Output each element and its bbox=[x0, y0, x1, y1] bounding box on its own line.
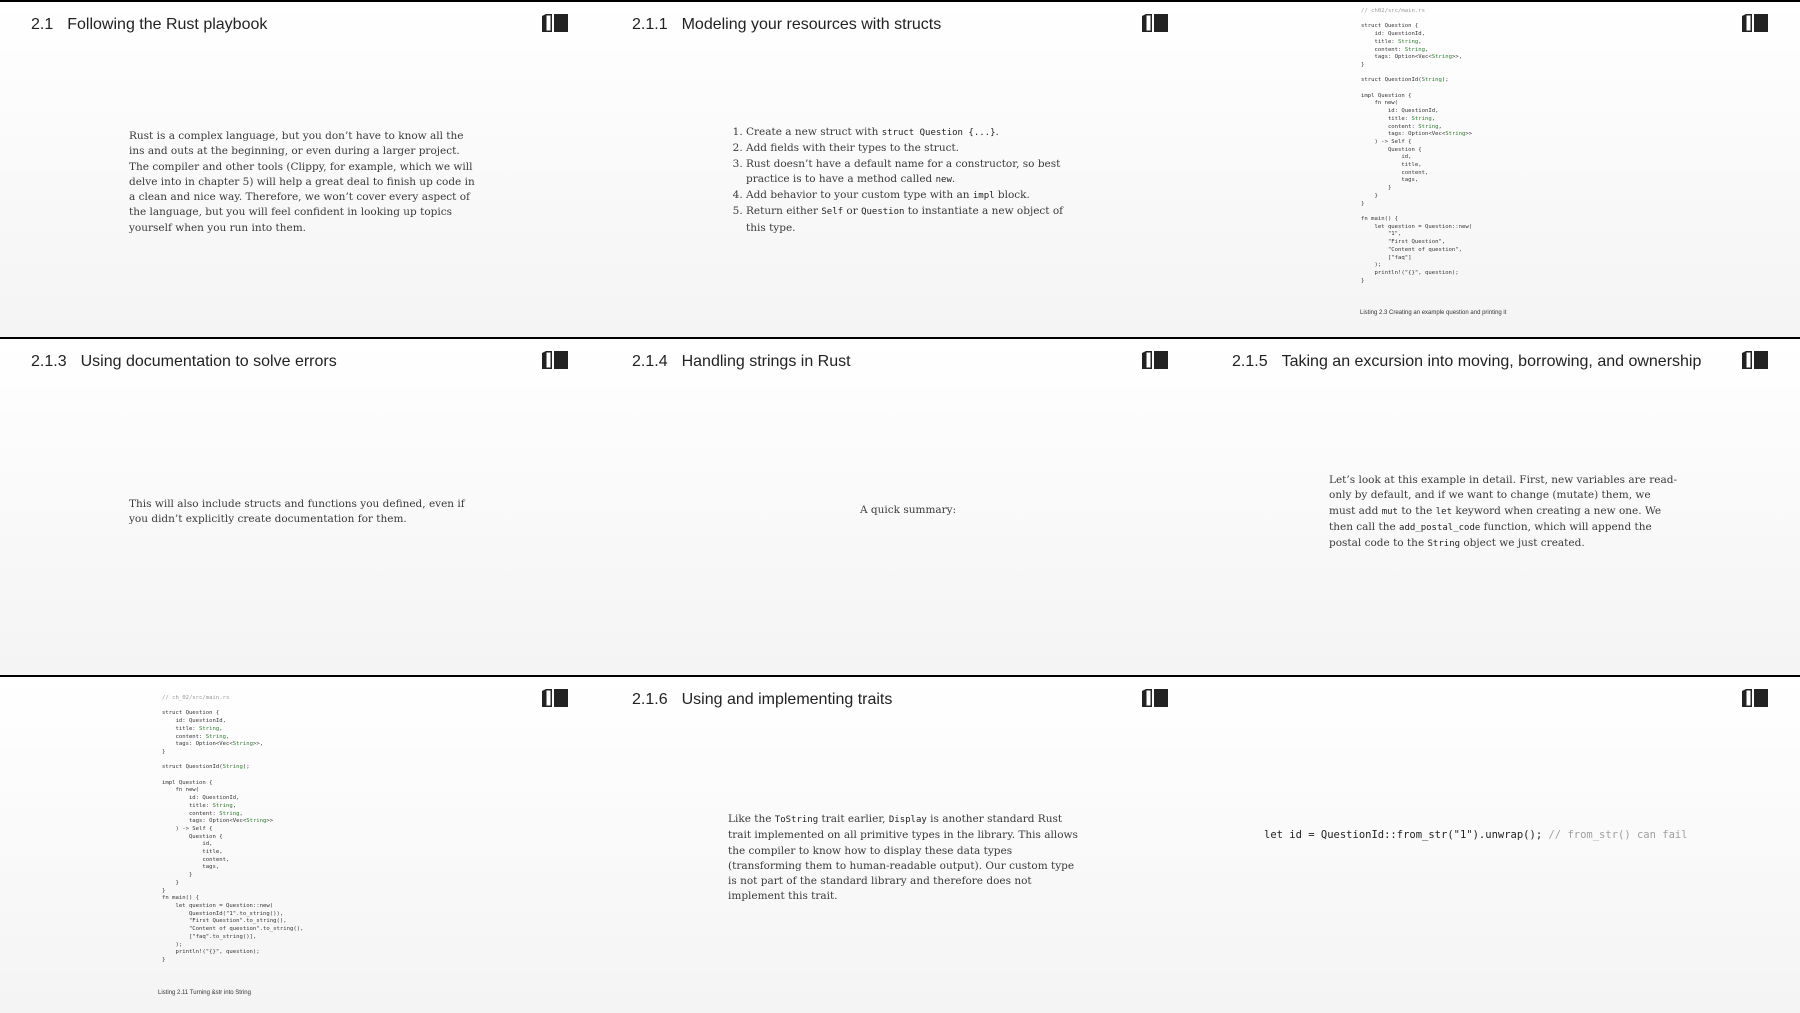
slide-2-1-4[interactable] bbox=[600, 339, 1200, 675]
listing-caption: Listing 2.11 Turning &str into String bbox=[158, 990, 251, 996]
summary-text: A quick summary: bbox=[860, 504, 957, 516]
list-item: 2. Add fields with their types to the struct. bbox=[746, 141, 1082, 156]
section-title: Modeling your resources with structs bbox=[681, 16, 942, 33]
code-listing: // ch02/src/main.rs struct Question { id: QuestionId, title: String, content: String, tags: Option<Vec<String>>, } struct QuestionId(String); impl Question { fn new( id: QuestionId, title: String, content: String, tags: Option<Vec<String>> ) -> Self { Question { id, title, content, tags, } } } fn main() { let question = Question::new( "1", "First Question", "Content of question", ["faq"] ); println!("{}", question); } bbox=[1361, 8, 1473, 284]
section-number: 2.1.4 bbox=[632, 353, 668, 370]
slide-listing-2-11[interactable] bbox=[0, 677, 600, 1013]
section-title: Using and implementing traits bbox=[681, 691, 893, 708]
slide-2-1-5[interactable] bbox=[1200, 339, 1800, 675]
slide-title bbox=[632, 691, 892, 709]
list-item: 1. Create a new struct with struct Question {...}. bbox=[746, 125, 1082, 141]
slide-title bbox=[31, 353, 337, 371]
slide-2-1[interactable] bbox=[0, 2, 600, 337]
section-number: 2.1.3 bbox=[31, 353, 67, 370]
slide-body-text: Let’s look at this example in detail. First, new variables are read-only by default, and if we want to change (mutate) them, we must add mut to the let keyword when creating a new one. We then call the add_postal_code function, which will append the postal code to the String object we just created. bbox=[1329, 474, 1677, 550]
list-item: 4. Add behavior to your custom type with an impl block. bbox=[746, 188, 1082, 204]
book-icon bbox=[1742, 14, 1768, 32]
section-number: 2.1.1 bbox=[632, 16, 668, 33]
section-number: 2.1.6 bbox=[632, 691, 668, 708]
slide-body-text: This will also include structs and functions you defined, even if you didn’t explicitly create documentation for them. bbox=[129, 498, 465, 526]
steps-list bbox=[732, 125, 1082, 236]
book-icon bbox=[1742, 689, 1768, 707]
section-title: Handling strings in Rust bbox=[681, 353, 851, 370]
section-title: Using documentation to solve errors bbox=[80, 353, 337, 370]
slide-title bbox=[632, 353, 851, 371]
slide-body-text: Like the ToString trait earlier, Display is another standard Rust trait implemented on all primitive types in the library. This allows the compiler to know how to display these data types (transforming them to human-readable output). Our custom type is not part of the standard library and therefore does not implement this trait. bbox=[728, 813, 1078, 903]
list-item: 3. Rust doesn’t have a default name for a constructor, so best practice is to have a method called new. bbox=[746, 157, 1082, 189]
slide-listing-2-3[interactable] bbox=[1200, 2, 1800, 337]
book-icon bbox=[542, 14, 568, 32]
book-icon bbox=[1142, 689, 1168, 707]
section-number: 2.1 bbox=[31, 16, 54, 33]
slide-2-1-6[interactable] bbox=[600, 677, 1200, 1013]
section-title: Taking an excursion into moving, borrowing, and ownership bbox=[1281, 353, 1702, 370]
slide-code-snippet[interactable] bbox=[1200, 677, 1800, 1013]
section-number: 2.1.5 bbox=[1232, 353, 1268, 370]
section-title: Following the Rust playbook bbox=[67, 16, 268, 33]
list-item: 5. Return either Self or Question to instantiate a new object of this type. bbox=[746, 204, 1082, 236]
slide-title bbox=[31, 16, 267, 34]
slide-title bbox=[632, 16, 941, 34]
book-icon bbox=[542, 351, 568, 369]
slide-2-1-3[interactable] bbox=[0, 339, 600, 675]
listing-caption: Listing 2.3 Creating an example question and printing it bbox=[1360, 310, 1507, 316]
book-icon bbox=[542, 689, 568, 707]
steps-list-container bbox=[732, 125, 1082, 236]
slide-2-1-1[interactable] bbox=[600, 2, 1200, 337]
slide-body-text: Rust is a complex language, but you don’t have to know all the ins and outs at the beginning, or even during a larger project. The compiler and other tools (Clippy, for example, which we will delve into in chapter 5) will help a great deal to finish up code in a clean and nice way. Therefore, we won’t cover every aspect of the language, but you will feel confident in looking up topics yourself when you run into them. bbox=[129, 130, 475, 234]
code-listing: // ch_02/src/main.rs struct Question { id: QuestionId, title: String, content: String, tags: Option<Vec<String>>, } struct QuestionId(String); impl Question { fn new( id: QuestionId, title: String, content: String, tags: Option<Vec<String>> ) -> Self { Question { id, title, content, tags, } } } fn main() { let question = Question::new( QuestionId("1".to_string()), "First Question".to_string(), "Content of question".to_string(), ["faq".to_string()], ); println!("{}", question); } bbox=[162, 695, 304, 963]
book-icon bbox=[1142, 14, 1168, 32]
book-icon bbox=[1742, 351, 1768, 369]
book-icon bbox=[1142, 351, 1168, 369]
slide-title bbox=[1232, 353, 1701, 371]
code-snippet: let id = QuestionId::from_str("1").unwrap(); // from_str() can fail bbox=[1264, 829, 1688, 841]
